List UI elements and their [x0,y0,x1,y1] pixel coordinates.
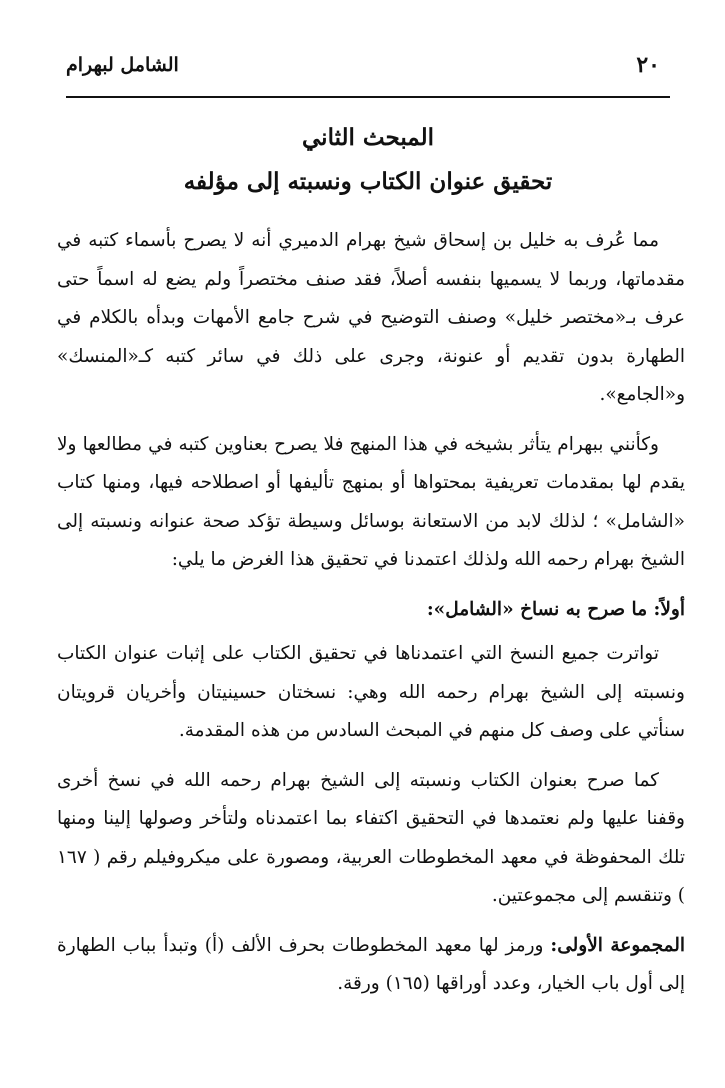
paragraph-2: وكأنني ببهرام يتأثر بشيخه في هذا المنهج فلا يصرح بعناوين كتبه في مطالعها ولا يقدم لها بمقدمات تعريفية بمحتواها أو بمنهج تأليفها أو اصطلاحه فيها، ومنها كتاب «الشامل» ؛ لذلك لابد من الاستعانة بوسائل وسيطة تؤكد صحة عنوانه ونسبته إلى الشيخ بهرام رحمه الله ولذلك اعتمدنا في تحقيق هذا الغرض ما يلي: [57,433,685,570]
paragraph-4: كما صرح بعنوان الكتاب ونسبته إلى الشيخ بهرام رحمه الله في نسخ أخرى وقفنا عليها ولم نعتمدها في التحقيق اكتفاء بما اعتمدناه ولتأخر وصولها إلينا ومنها تلك المحفوظة في معهد المخطوطات العربية، ومصورة على ميكروفيلم رقم ( ١٦٧ ) وتنقسم إلى مجموعتين. [57,769,685,906]
paragraph-1: مما عُرف به خليل بن إسحاق شيخ بهرام الدميري أنه لا يصرح بأسماء كتبه في مقدماتها، وربما لا يسميها بنفسه أصلاً، فقد صنف مختصراً ولم يضع له اسماً حتى عرف بـ«مختصر خليل» وصنف التوضيح في شرح جامع الأمهات وبدأه بالكلام في الطهارة بدون تقديم أو عنونة، وجرى على ذلك في سائر كتبه كـ«المنسك» و«الجامع». [57,230,685,405]
paragraph-5 [57,927,685,1004]
paragraph-5-lead: المجموعة الأولى: [550,934,685,956]
paragraph-5-text: ورمز لها معهد المخطوطات بحرف الألف (أ) وتبدأ بباب الطهارة إلى أول باب الخيار، وعدد أوراقها (١٦٥) ورقة. [57,934,685,994]
section-title: تحقيق عنوان الكتاب ونسبته إلى مؤلفه [183,168,553,195]
header-rule [66,96,670,98]
running-title: الشامل لبهرام [66,54,179,76]
body-text [57,222,685,1015]
paragraph-3: تواترت جميع النسخ التي اعتمدناها في تحقيق الكتاب على إثبات عنوان الكتاب ونسبته إلى الشيخ بهرام رحمه الله وهي: نسختان حسينيتان وأخريان قرويتان سنأتي على وصف كل منهم في المبحث السادس من هذه المقدمة. [57,643,685,741]
page-number: ٢٠ [636,52,660,78]
subheading-first: أولاً: ما صرح به نساخ «الشامل»: [426,598,685,620]
section-heading: المبحث الثاني [302,124,434,151]
page-header [66,52,670,92]
